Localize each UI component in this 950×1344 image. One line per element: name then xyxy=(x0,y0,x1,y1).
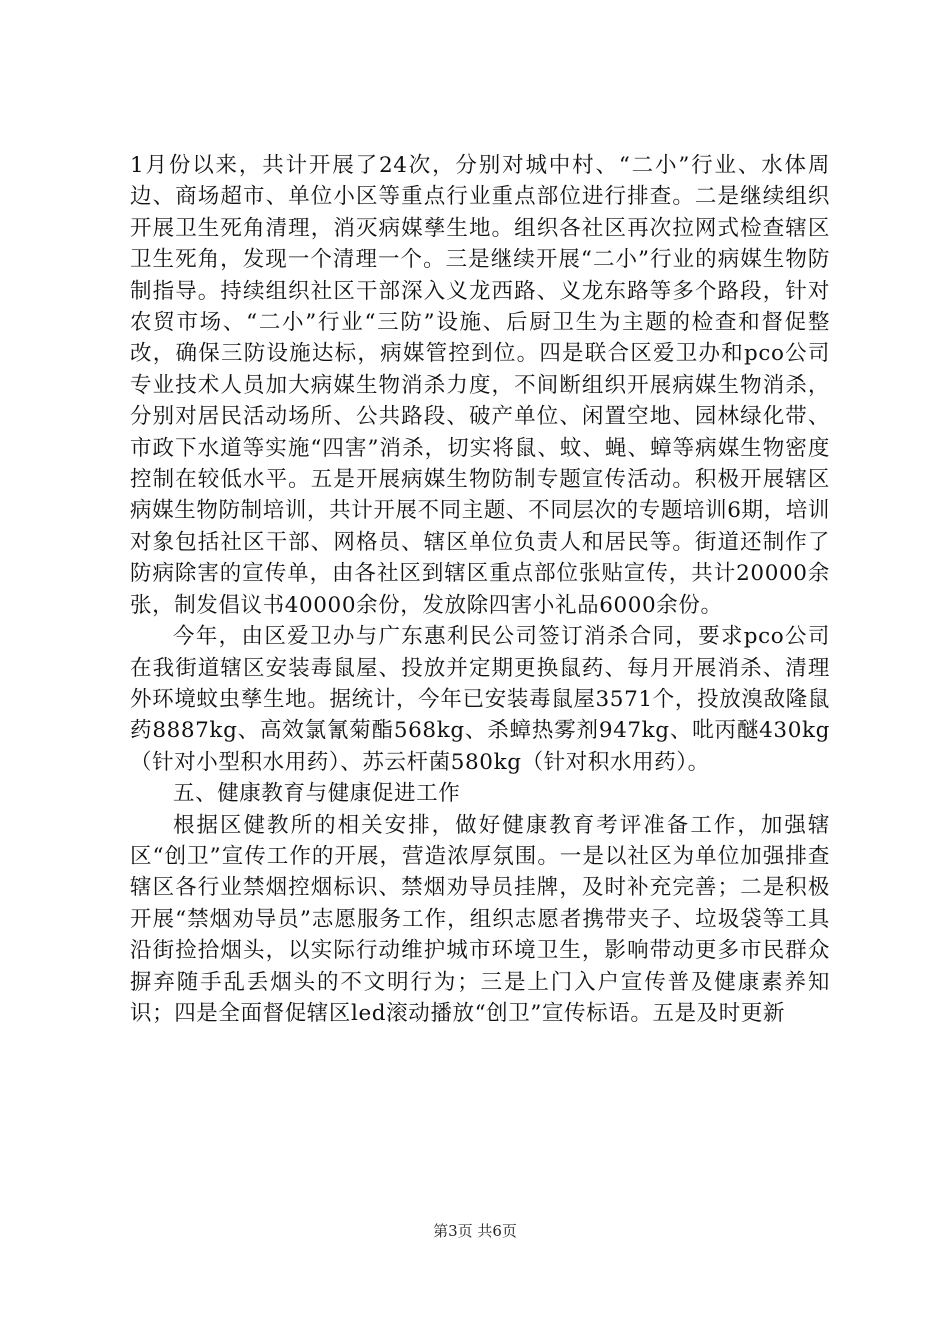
paragraph-continued: 1月份以来，共计开展了24次，分别对城中村、“二小”行业、水体周边、商场超市、单位小区等重点行业重点部位进行排查。二是继续组织开展卫生死角清理，消灭病媒孳生地。组织各社区再次拉网式检查辖区卫生死角，发现一个清理一个。三是继续开展“二小”行业的病媒生物防制指导。持续组织社区干部深入义龙西路、义龙东路等多个路段，针对农贸市场、“二小”行业“三防”设施、后厨卫生为主题的检查和督促整改，确保三防设施达标，病媒管控到位。四是联合区爱卫办和pco公司专业技术人员加大病媒生物消杀力度，不间断组织开展病媒生物消杀，分别对居民活动场所、公共路段、破产单位、闲置空地、园林绿化带、市政下水道等实施“四害”消杀，切实将鼠、蚊、蝇、蟑等病媒生物密度控制在较低水平。五是开展病媒生物防制专题宣传活动。积极开展辖区病媒生物防制培训，共计开展不同主题、不同层次的专题培训6期，培训对象包括社区干部、网格员、辖区单位负责人和居民等。街道还制作了防病除害的宣传单，由各社区到辖区重点部位张贴宣传，共计20000余张，制发倡议书40000余份，发放除四害小礼品6000余份。 xyxy=(130,153,830,618)
paragraph-contract: 今年，由区爱卫办与广东惠利民公司签订消杀合同，要求pco公司在我街道辖区安装毒鼠屋、投放并定期更换鼠药、每月开展消杀、清理外环境蚊虫孳生地。据统计，今年已安装毒鼠屋3571个，投放溴敌隆鼠药8887kg、高效氯氰菊酯568kg、杀蟑热雾剂947kg、吡丙醚430kg（针对小型积水用药）、苏云杆菌580kg（针对积水用药）。 xyxy=(130,624,830,775)
paragraph-health-education: 根据区健教所的相关安排，做好健康教育考评准备工作，加强辖区“创卫”宣传工作的开展，营造浓厚氛围。一是以社区为单位加强排查辖区各行业禁烟控烟标识、禁烟劝导员挂牌，及时补充完善；二是积极开展“禁烟劝导员”志愿服务工作，组织志愿者携带夹子、垃圾袋等工具沿街捡拾烟头，以实际行动维护城市环境卫生，影响带动更多市民群众摒弃随手乱丢烟头的不文明行为；三是上门入户宣传普及健康素养知识；四是全面督促辖区led滚动播放“创卫”宣传标语。五是及时更新 xyxy=(130,812,830,1026)
document-body xyxy=(130,150,830,1029)
page-number-footer: 第3页 共6页 xyxy=(433,1222,517,1240)
section-heading: 五、健康教育与健康促进工作 xyxy=(173,781,461,807)
